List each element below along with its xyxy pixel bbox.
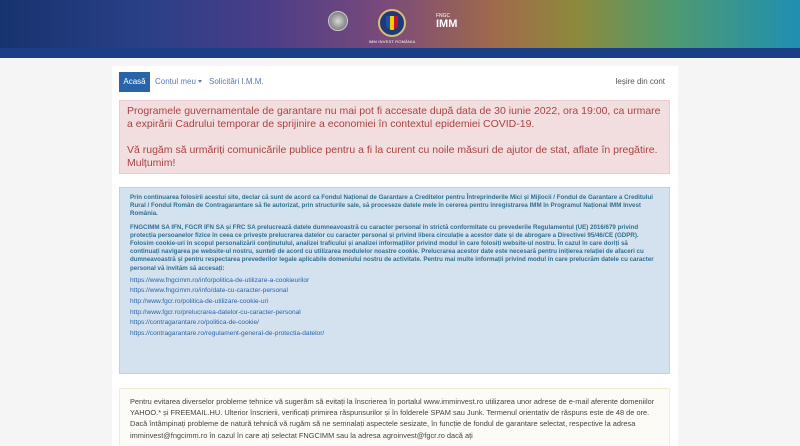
closure-alert — [119, 100, 670, 174]
alert-text-1: Programele guvernamentale de garantare nu mai pot fi accesate după data de 30 iunie 2022, ora 19:00, ca urmare a expirării Cadrului temporar de sprijinire a economiei în contextul epidemiei COVID-19. — [127, 105, 661, 130]
navbar — [112, 66, 678, 96]
crest-shield-icon — [386, 16, 398, 30]
policy-link[interactable]: https://contragarantare.ro/politica-de-cookie/ — [130, 319, 260, 327]
logout-link[interactable]: Ieșire din cont — [615, 77, 665, 86]
alert-text-2: Vă rugăm să urmăriți comunicările publice pentru a fi la curent cu noile măsuri de ajutor de stat, aflate în pregătire. Mulțumim! — [127, 144, 658, 169]
email-note: Pentru evitarea diverselor probleme tehnice vă sugerăm să evitați la înscrierea în portalul www.imminvest.ro utilizarea unor adrese de e-mail aferente domeniilor YAHOO.* și FREEMAIL.HU. Ulterior înscrierii, verificați primirea răspunsurilor și în folderele SPAM sau Junk. Termenul orientativ de răspuns este de 48 de ore. Dacă întâmpinați probleme de natură tehnică vă rugăm să ne semnalați aspectele sesizate, în funcție de fondul de garantare selectat, respective la adresa imminvest@fngcimm.ro în cazul în care ați selectat FNGCIMM sau la adresa agroinvest@fgcr.ro dacă ați — [119, 388, 670, 446]
crest-caption: IMM INVEST ROMÂNIA — [368, 39, 416, 44]
nav-account-dropdown[interactable] — [155, 72, 202, 92]
fngc-logo-small: FNGC — [436, 13, 451, 19]
policy-link[interactable]: http://www.fgcr.ro/politica-de-utilizare-cookie-uri — [130, 298, 269, 306]
policy-link[interactable]: http://www.fgcr.ro/prelucrarea-datelor-cu-caracter-personal — [130, 308, 301, 316]
consent-text: Prin continuarea folosirii acestui site, declar că sunt de acord ca Fondul Național de Garantare a Creditelor pentru Întreprinderile Mici și Mijlocii / Fondul de Garantare a Creditului Rural / Fondul Român de Contragarantare să fie autorizat, prin structurile sale, să proceseze datele mele în cererea pentru înregistrarea IMM în Programul Național IMM Invest România. — [130, 194, 653, 218]
nav-requests[interactable]: Solicitări I.M.M. — [209, 77, 264, 86]
gdpr-info-panel — [119, 187, 670, 374]
caret-down-icon — [198, 80, 202, 83]
main-container — [112, 66, 678, 446]
nav-account-label: Contul meu — [155, 77, 196, 86]
fngc-logo-big: IMM — [436, 18, 458, 30]
fngc-imm-logo — [436, 14, 457, 30]
policy-link[interactable]: https://contragarantare.ro/regulament-general-de-protectia-datelor/ — [130, 329, 325, 337]
nav-home[interactable]: Acasă — [119, 72, 150, 92]
policy-links — [130, 276, 659, 340]
policy-link[interactable]: https://www.fngcimm.ro/info/politica-de-utilizare-a-cookieurilor — [130, 276, 310, 284]
header-bar — [0, 48, 800, 58]
romania-crest-icon — [378, 9, 406, 37]
gdpr-text: FNGCIMM SA IFN, FGCR IFN SA și FRC SA prelucrează datele dumneavoastră cu caracter personal în strictă conformitate cu prevederile Regulamentul (UE) 2016/679 privind protecția persoanelor fizice în ceea ce privește prelucrarea datelor cu caracter personal și privind libera circulație a acestor date și de abrogare a Directivei 95/46/CE (GDPR). Folosim cookie-uri în scopul personalizării conținutului, analizei traficului și analizei informațiilor privind modul în care folosiți website-ul nostru. În cazul în care doriți să continuați navigarea pe website-ul nostru, sunteți de acord cu utilizarea modulelor noastre cookie. Prelucrarea acestor date este necesară pentru inițierea relației de afaceri cu dumneavoastră și pentru respectarea prevederilor legale aplicabile domeniului nostru de activitate. Pentru mai multe informații privind modul în care prelucrăm datele cu caracter personal vă invităm să accesați: — [130, 223, 654, 272]
policy-link[interactable]: https://www.fngcimm.ro/info/date-cu-caracter-personal — [130, 287, 288, 295]
government-seal-icon — [328, 11, 348, 31]
